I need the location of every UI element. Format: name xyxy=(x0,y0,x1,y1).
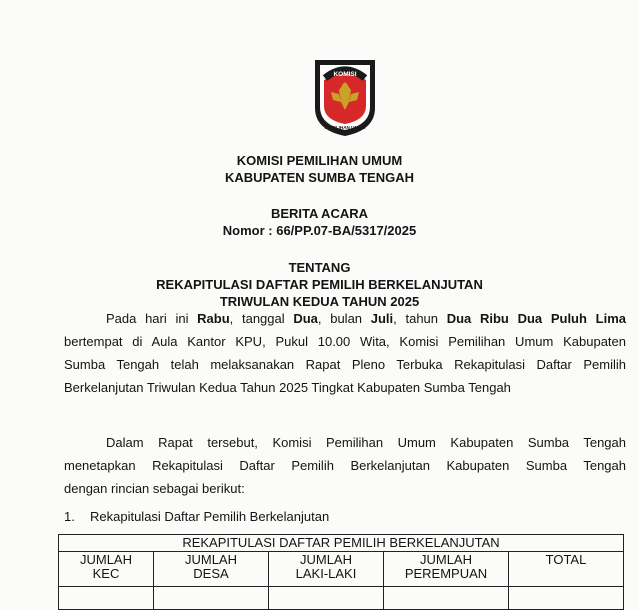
column-header-line: JUMLAH xyxy=(299,552,352,567)
rekap-table xyxy=(58,534,624,610)
column-header-line: JUMLAH xyxy=(184,552,237,567)
list-number: 1. xyxy=(64,509,75,524)
institution-name: KOMISI PEMILIHAN UMUM xyxy=(236,153,403,168)
text-run: , tanggal xyxy=(229,311,294,326)
column-header-line: JUMLAH xyxy=(79,552,132,567)
table-row xyxy=(59,587,624,610)
column-header-line: DESA xyxy=(193,566,229,581)
subject-about: TENTANG xyxy=(288,260,351,275)
paragraph-line: Sumba Tengah telah melaksanakan Rapat Pleno Terbuka Rekapitulasi Daftar Pemilih xyxy=(64,357,626,372)
column-header xyxy=(269,552,384,587)
second-paragraph xyxy=(64,431,626,500)
kpu-emblem-icon xyxy=(311,56,379,138)
meeting-year: Dua Ribu Dua Puluh Lima xyxy=(446,311,626,326)
meeting-date: Dua xyxy=(293,311,318,326)
list-text: Rekapitulasi Daftar Pemilih Berkelanjutan xyxy=(90,509,330,524)
document-type: BERITA ACARA xyxy=(270,206,368,221)
meeting-month: Juli xyxy=(370,311,394,326)
subject-title: REKAPITULASI DAFTAR PEMILIH BERKELANJUTAN xyxy=(156,277,483,292)
paragraph-line xyxy=(64,307,626,330)
document-heading xyxy=(0,205,639,239)
paragraph-line: bertempat di Aula Kantor KPU, Pukul 10.00 Wita, Komisi Pemilihan Umum Kabupaten xyxy=(64,334,626,349)
paragraph-line: dengan rincian sebagai berikut: xyxy=(64,481,245,496)
meeting-day: Rabu xyxy=(197,311,230,326)
table-cell xyxy=(509,587,624,610)
opening-paragraph xyxy=(64,307,626,399)
paragraph-line: menetapkan Rekapitulasi Daftar Pemilih Berkelanjutan Kabupaten Sumba Tengah xyxy=(64,458,626,473)
document-subject xyxy=(0,259,639,310)
text-run: , tahun xyxy=(393,311,447,326)
svg-text:PEMILIHAN UMUM: PEMILIHAN UMUM xyxy=(324,125,366,130)
svg-text:KOMISI: KOMISI xyxy=(333,71,357,78)
paragraph-line: Dalam Rapat tersebut, Komisi Pemilihan Umum Kabupaten Sumba Tengah xyxy=(106,435,626,450)
table-header-row xyxy=(59,552,624,587)
column-header-line: TOTAL xyxy=(545,552,587,567)
subject-period: TRIWULAN KEDUA TAHUN 2025 xyxy=(219,294,420,309)
column-header-line: KEC xyxy=(92,566,120,581)
column-header-line: LAKI-LAKI xyxy=(295,566,357,581)
column-header xyxy=(509,552,624,587)
column-header-line: PEREMPUAN xyxy=(404,566,488,581)
text-run: Pada hari ini xyxy=(106,311,198,326)
table-cell xyxy=(154,587,269,610)
institution-region: KABUPATEN SUMBA TENGAH xyxy=(225,170,414,185)
table-cell xyxy=(59,587,154,610)
column-header xyxy=(154,552,269,587)
table-cell xyxy=(269,587,384,610)
text-run: , bulan xyxy=(317,311,371,326)
institution-heading xyxy=(0,152,639,186)
kpu-logo xyxy=(311,56,379,138)
column-header xyxy=(59,552,154,587)
column-header xyxy=(384,552,509,587)
list-item xyxy=(64,508,329,526)
paragraph-line: Berkelanjutan Triwulan Kedua Tahun 2025 Tingkat Kabupaten Sumba Tengah xyxy=(64,380,511,395)
document-number: Nomor : 66/PP.07-BA/5317/2025 xyxy=(222,223,417,238)
column-header-line: JUMLAH xyxy=(419,552,472,567)
table-title: REKAPITULASI DAFTAR PEMILIH BERKELANJUTAN xyxy=(59,535,624,552)
table-cell xyxy=(384,587,509,610)
